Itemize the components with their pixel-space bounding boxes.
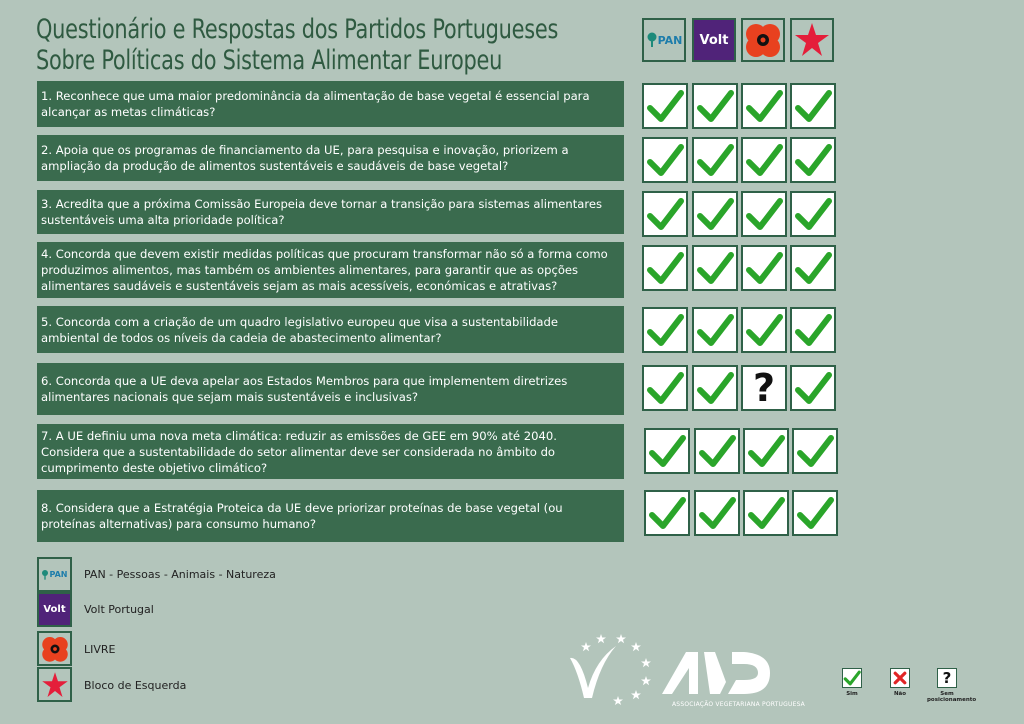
- answer-q6-be: [790, 365, 836, 411]
- header-logo-volt: [692, 18, 736, 62]
- check-icon: [746, 493, 786, 533]
- question-text: 1. Reconhece que uma maior predominância da alimentação de base vegetal é essencial para alcançar as metas climáticas?: [41, 89, 590, 119]
- question-icon: ?: [752, 366, 776, 410]
- volt-logo: [39, 594, 70, 625]
- check-icon: [695, 86, 735, 126]
- question-text: 2. Apoia que os programas de financiamento da UE, para pesquisa e inovação, priorizem a ampliação da produção de alimentos sustentáveis e saudáveis de base vegetal?: [41, 143, 569, 173]
- answer-q4-volt: [692, 245, 738, 291]
- org-name: ASSOCIAÇÃO VEGETARIANA PORTUGUESA: [672, 701, 805, 708]
- volt-logo: [694, 20, 734, 60]
- question-text: 8. Considera que a Estratégia Proteica da UE deve priorizar proteínas de base vegetal (ou proteínas alternativas) para consumo humano?: [41, 501, 563, 531]
- key-nao-box: [890, 668, 910, 688]
- legend-label-be: Bloco de Esquerda: [84, 679, 187, 692]
- header-logo-be: [790, 18, 834, 62]
- check-icon: [793, 140, 833, 180]
- answer-q2-pan: [642, 137, 688, 183]
- title-line-2: Sobre Políticas do Sistema Alimentar Europeu: [36, 45, 503, 76]
- legend-label-pan: PAN - Pessoas - Animais - Natureza: [84, 568, 276, 581]
- answer-q7-pan: [644, 428, 690, 474]
- answer-q7-volt: [694, 428, 740, 474]
- check-icon: [645, 86, 685, 126]
- answer-q1-volt: [692, 83, 738, 129]
- check-icon: [793, 194, 833, 234]
- check-icon: [645, 248, 685, 288]
- question-text: 7. A UE definiu uma nova meta climática: reduzir as emissões de GEE em 90% até 2040. Considera que a sustentabilidade do setor alimentar deve ser considerada no âmbito do cumprimento deste objetivo climático?: [41, 428, 557, 475]
- key-sem-line1: Sem: [940, 691, 954, 697]
- header-logo-pan: [642, 18, 686, 62]
- question-1: [37, 81, 624, 127]
- header-logo-livre: [741, 18, 785, 62]
- answer-q6-pan: [642, 365, 688, 411]
- answer-q4-be: [790, 245, 836, 291]
- answer-q5-be: [790, 307, 836, 353]
- answer-q6-volt: [692, 365, 738, 411]
- question-4: [37, 242, 624, 298]
- check-icon: [645, 310, 685, 350]
- answer-q3-pan: [642, 191, 688, 237]
- answer-q3-be: [790, 191, 836, 237]
- question-text: 6. Concorda que a UE deva apelar aos Estados Membros para que implementem diretrizes alimentares nacionais que sejam mais sustentáveis e inclusivas?: [41, 374, 568, 404]
- legend-label-volt: Volt Portugal: [84, 603, 154, 616]
- check-icon: [795, 431, 835, 471]
- answer-q2-be: [790, 137, 836, 183]
- check-icon: [697, 431, 737, 471]
- check-icon: [645, 140, 685, 180]
- question-2: [37, 135, 624, 181]
- answer-q6-livre: [741, 365, 787, 411]
- volt-logo-text: Volt: [43, 604, 66, 615]
- answer-q5-pan: [642, 307, 688, 353]
- check-icon: [744, 86, 784, 126]
- key-sem-box: [937, 668, 957, 688]
- check-icon: [647, 431, 687, 471]
- check-icon: [697, 493, 737, 533]
- check-icon: [695, 140, 735, 180]
- check-icon: [647, 493, 687, 533]
- be-star-icon: [792, 20, 832, 60]
- legend-logo-be: [37, 667, 72, 702]
- check-icon: [695, 194, 735, 234]
- check-icon: [793, 310, 833, 350]
- answer-q1-pan: [642, 83, 688, 129]
- pan-tree-icon: [646, 32, 658, 48]
- key-sem-line2: posicionamento: [927, 697, 977, 703]
- question-8: [37, 490, 624, 542]
- check-icon: [744, 248, 784, 288]
- check-icon: [843, 669, 861, 687]
- answer-q3-livre: [741, 191, 787, 237]
- answer-q8-livre: [743, 490, 789, 536]
- livre-poppy-icon: [40, 634, 70, 664]
- check-icon: [744, 310, 784, 350]
- answer-q2-volt: [692, 137, 738, 183]
- check-icon: [793, 248, 833, 288]
- key-sim-label: Sim: [846, 691, 858, 697]
- check-icon: [695, 368, 735, 408]
- question-icon: ?: [942, 669, 952, 687]
- check-icon: [795, 493, 835, 533]
- answer-q1-be: [790, 83, 836, 129]
- check-icon: [744, 194, 784, 234]
- key-sim-box: [842, 668, 862, 688]
- volt-logo-text: Volt: [699, 32, 729, 48]
- answer-q8-volt: [694, 490, 740, 536]
- check-icon: [645, 194, 685, 234]
- answer-q7-livre: [743, 428, 789, 474]
- check-icon: [695, 310, 735, 350]
- legend-label-livre: LIVRE: [84, 643, 116, 656]
- check-icon: [744, 140, 784, 180]
- legend-logo-volt: [37, 592, 72, 627]
- answer-q1-livre: [741, 83, 787, 129]
- answer-q3-volt: [692, 191, 738, 237]
- answer-q5-livre: [741, 307, 787, 353]
- key-sem-label: [927, 691, 977, 703]
- answer-q7-be: [792, 428, 838, 474]
- page-title: [36, 14, 559, 76]
- pan-logo: [646, 32, 683, 48]
- avp-logo: [662, 650, 774, 702]
- answer-q5-volt: [692, 307, 738, 353]
- livre-poppy-icon: [743, 20, 783, 60]
- legend-logo-livre: [37, 631, 72, 666]
- pan-logo-text: PAN: [49, 570, 68, 579]
- question-text: 3. Acredita que a próxima Comissão Europeia deve tornar a transição para sistemas alimentares sustentáveis uma alta prioridade política?: [41, 197, 603, 227]
- question-text: 4. Concorda que devem existir medidas políticas que procuram transformar não só a forma como produzimos alimentos, mas também os ambientes alimentares, para garantir que as opções alimentares saudáveis e sustentáveis sejam as mais acessíveis, económicas e atrativas?: [41, 247, 608, 293]
- title-line-1: Questionário e Respostas dos Partidos Portugueses: [36, 14, 559, 45]
- pan-logo-text: PAN: [657, 33, 683, 47]
- question-5: [37, 306, 624, 353]
- pan-logo: [41, 569, 67, 581]
- question-6: [37, 363, 624, 415]
- be-star-icon: [40, 670, 70, 700]
- answer-q8-be: [792, 490, 838, 536]
- answer-q8-pan: [644, 490, 690, 536]
- legend-logo-pan: [37, 557, 72, 592]
- pan-tree-icon: [41, 569, 49, 581]
- check-icon: [695, 248, 735, 288]
- eu-vegetarian-v-icon: [566, 630, 666, 705]
- check-icon: [793, 368, 833, 408]
- answer-q2-livre: [741, 137, 787, 183]
- check-icon: [793, 86, 833, 126]
- question-3: [37, 190, 624, 234]
- answer-q4-livre: [741, 245, 787, 291]
- check-icon: [746, 431, 786, 471]
- answer-q4-pan: [642, 245, 688, 291]
- question-7: [37, 424, 624, 479]
- question-text: 5. Concorda com a criação de um quadro legislativo europeu que visa a sustentabilidade ambiental de todos os níveis da cadeia de abastecimento alimentar?: [41, 314, 559, 345]
- key-nao-label: Não: [893, 691, 907, 697]
- check-icon: [645, 368, 685, 408]
- cross-icon: [892, 670, 908, 686]
